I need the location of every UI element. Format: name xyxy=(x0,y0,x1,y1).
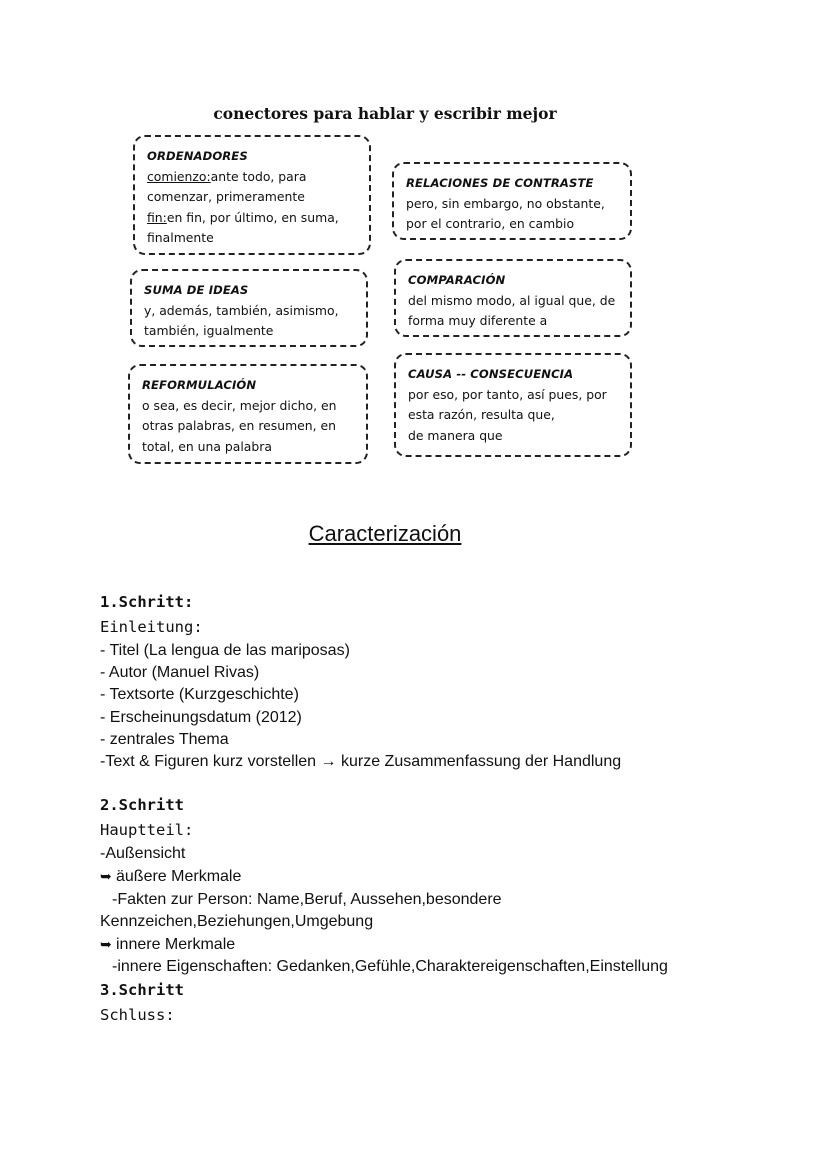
box-causa xyxy=(394,353,632,457)
box-line: comenzar, primeramente xyxy=(147,189,305,204)
box-line: por eso, por tanto, así pues, por xyxy=(408,386,607,402)
list-item: - Autor (Manuel Rivas) xyxy=(100,664,260,682)
box-text: en fin, por último, en suma, xyxy=(166,209,339,225)
list-item xyxy=(100,933,810,956)
box-line: por el contrario, en cambio xyxy=(406,216,575,231)
list-item: - Erscheinungsdatum (2012) xyxy=(100,708,302,726)
list-item xyxy=(100,865,810,888)
box-suma xyxy=(130,269,368,347)
box-text: ante todo, para xyxy=(210,168,307,184)
box-heading: RELACIONES DE CONTRASTE xyxy=(406,176,594,190)
box-contraste xyxy=(392,162,632,240)
box-comparacion xyxy=(394,259,632,337)
box-line: finalmente xyxy=(147,230,214,245)
list-item: - Titel (La lengua de las mariposas) xyxy=(100,642,350,659)
list-item: -Text & Figuren kurz vorstellen → kurze Zusammenfassung der Handlung xyxy=(100,753,622,771)
list-item: -Fakten zur Person: Name,Beruf, Aussehen,besondere xyxy=(112,890,502,908)
step-label: Hauptteil: xyxy=(100,821,194,840)
box-underlined-term: comienzo: xyxy=(147,168,211,184)
box-line: y, además, también, asimismo, xyxy=(144,302,339,318)
box-line: total, en una palabra xyxy=(142,438,272,454)
step-title: 2.Schritt xyxy=(100,796,184,815)
box-reformulacion xyxy=(128,364,368,464)
list-item: - Textsorte (Kurzgeschichte) xyxy=(100,686,299,704)
connectors-title: conectores para hablar y escribir mejor xyxy=(213,104,557,123)
box-line: de manera que xyxy=(408,427,503,443)
box-line: forma muy diferente a xyxy=(408,313,548,328)
box-heading: ORDENADORES xyxy=(147,149,248,163)
box-line: pero, sin embargo, no obstante, xyxy=(406,195,605,211)
step-label: Schluss: xyxy=(100,1006,175,1025)
list-item: - zentrales Thema xyxy=(100,730,229,748)
box-heading: CAUSA -- CONSECUENCIA xyxy=(408,367,574,381)
box-line: esta razón, resulta que, xyxy=(408,407,555,422)
list-item: -innere Eigenschaften: Gedanken,Gefühle,Charaktereigenschaften,Einstellung xyxy=(112,958,668,976)
box-line: también, igualmente xyxy=(144,323,274,338)
step-title: 3.Schritt xyxy=(100,981,184,1000)
right-arrow-bullet-icon: ➥ xyxy=(100,868,112,885)
list-item-text: äußere Merkmale xyxy=(116,868,242,886)
box-heading: REFORMULACIÓN xyxy=(142,378,257,392)
box-ordenadores xyxy=(133,135,371,255)
box-underlined-term: fin: xyxy=(147,209,167,225)
section-title: Caracterización xyxy=(308,521,462,546)
notes xyxy=(100,590,810,1028)
list-item: Kennzeichen,Beziehungen,Umgebung xyxy=(100,912,374,930)
step-label: Einleitung: xyxy=(100,618,203,636)
list-item-text: innere Merkmale xyxy=(116,936,236,954)
step-title: 1.Schritt: xyxy=(100,593,194,611)
box-heading: SUMA DE IDEAS xyxy=(144,283,249,297)
spacer xyxy=(100,773,810,793)
list-item: -Außensicht xyxy=(100,845,186,863)
box-line: o sea, es decir, mejor dicho, en xyxy=(142,397,337,413)
box-line xyxy=(147,167,357,188)
right-arrow-bullet-icon: ➥ xyxy=(100,936,112,953)
box-heading: COMPARACIÓN xyxy=(408,273,506,287)
box-line xyxy=(147,208,357,229)
box-line: otras palabras, en resumen, en xyxy=(142,418,336,433)
box-line: del mismo modo, al igual que, de xyxy=(408,292,616,308)
